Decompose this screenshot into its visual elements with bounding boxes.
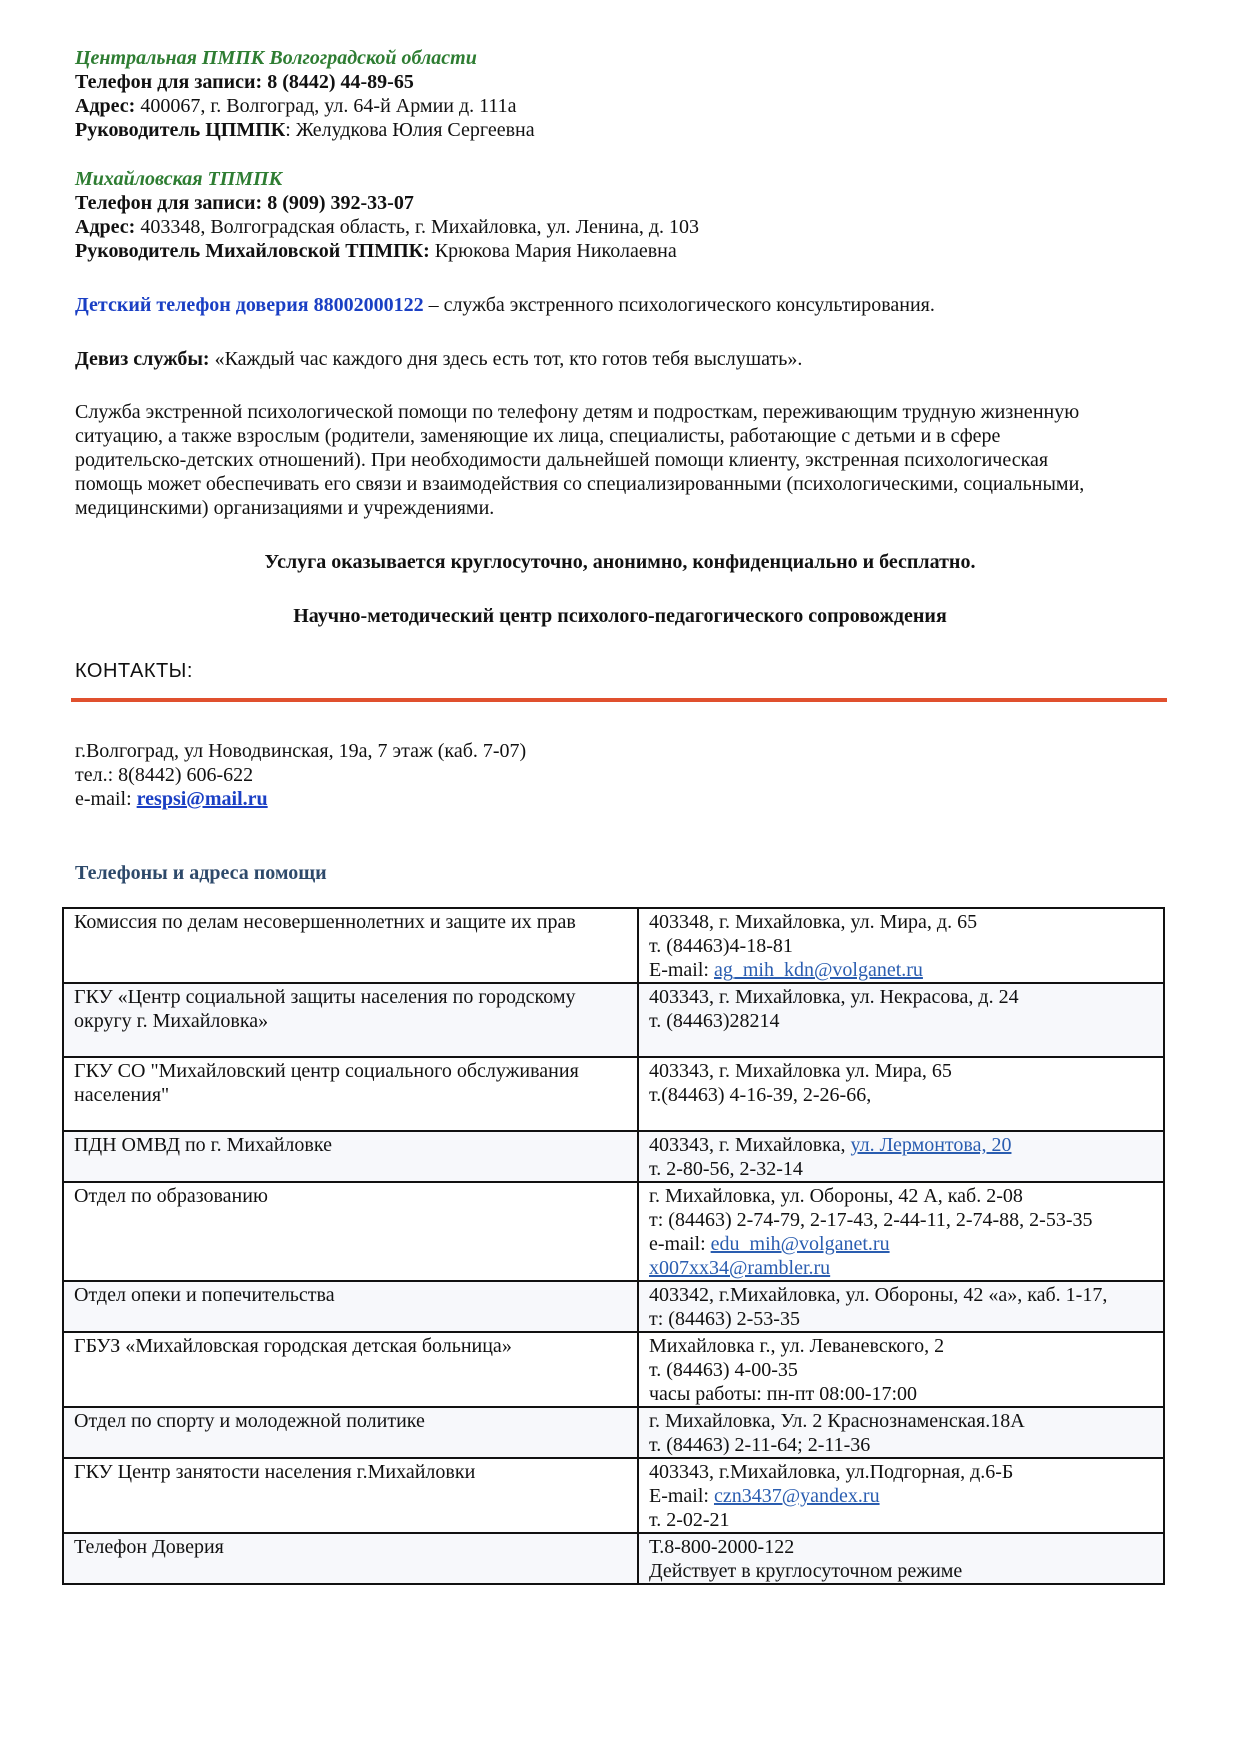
contact-info-cell [638,1057,1164,1131]
contact-info-cell [638,1533,1164,1584]
table-row [63,1407,1164,1458]
organization-name-line: населения" [74,1084,170,1106]
help-table [62,907,1165,1585]
contact-info-cell [638,1332,1164,1407]
contact-info-text: 403343, г. Михайловка, [649,1134,851,1156]
red-divider [71,698,1167,702]
contact-info-text: 403343, г. Михайловка ул. Мира, 65 [649,1060,952,1082]
contact-info-line [649,1184,1153,1208]
central-pmpk-address [75,94,1165,118]
contact-info-text: Михайловка г., ул. Леваневского, 2 [649,1335,945,1357]
organization-cell [63,1057,638,1131]
organization-name-line: Комиссия по делам несовершеннолетних и защите их прав [74,911,576,933]
description-line: помощь может обеспечивать его связи и взаимодействия со специализированными (психологическими, социальными, [75,473,1085,495]
contact-info-cell [638,983,1164,1057]
local-tpmpk-head-value: Крюкова Мария Николаевна [429,240,677,262]
contact-info-text: т. (84463)28214 [649,1010,780,1032]
contact-info-line [649,1559,1153,1583]
central-pmpk-title: Центральная ПМПК Волгоградской области [75,47,477,69]
contact-info-cell [638,908,1164,983]
description-line: родительско-детских отношений). При необходимости дальнейшей помощи клиенту, экстренная психологическая [75,449,1049,471]
central-pmpk-phone: Телефон для записи: 8 (8442) 44-89-65 [75,71,414,93]
contact-info-text: E-mail: [649,1485,714,1507]
contact-info-line [649,1256,1153,1280]
contact-info-text: т. (84463)4-18-81 [649,935,793,957]
motto-text: «Каждый час каждого дня здесь есть тот, кто готов тебя выслушать». [209,348,803,370]
contact-info-line [649,1382,1153,1406]
organization-cell [63,1533,638,1584]
organization-cell [63,983,638,1057]
contact-info-cell [638,1407,1164,1458]
description-line: Служба экстренной психологической помощи по телефону детям и подросткам, переживающим трудную жизненную [75,401,1080,423]
contact-info-line [649,1208,1153,1232]
contacts-heading: КОНТАКТЫ: [75,660,193,682]
contact-info-text: т. (84463) 2-11-64; 2-11-36 [649,1434,871,1456]
contact-info-text: e-mail: [649,1233,711,1255]
motto-label: Девиз службы: [75,348,210,370]
contacts-block [75,739,1165,811]
help-heading: Телефоны и адреса помощи [75,862,327,884]
contact-info-line [649,1283,1153,1307]
contact-link[interactable]: edu_mih@volganet.ru [710,1233,890,1255]
contact-info-line [649,1009,1153,1033]
contact-info-line [649,1484,1153,1508]
contact-info-line [649,934,1153,958]
contacts-email-link[interactable]: respsi@mail.ru [136,788,268,810]
organization-cell [63,1458,638,1533]
central-pmpk-address-label: Адрес: [75,95,136,117]
table-row [63,1281,1164,1332]
organization-cell [63,1131,638,1182]
service-note: Услуга оказывается круглосуточно, анонимно, конфиденциально и бесплатно. [264,551,976,573]
contact-info-text: т: (84463) 2-53-35 [649,1308,800,1330]
contact-info-line [649,1232,1153,1256]
organization-name-line: ГБУЗ «Михайловская городская детская больница» [74,1335,512,1357]
table-row [63,1182,1164,1281]
contact-info-line [649,1460,1153,1484]
central-pmpk-head-value: : Желудкова Юлия Сергеевна [285,119,535,141]
contact-info-text: т. (84463) 4-00-35 [649,1359,798,1381]
contact-info-line [649,1358,1153,1382]
table-row [63,1057,1164,1131]
motto-line [75,347,1165,371]
contact-link[interactable]: ag_mih_kdn@volganet.ru [713,959,923,981]
organization-name-line: ГКУ «Центр социальной защиты населения по городскому [74,986,576,1008]
table-row [63,1533,1164,1584]
central-pmpk-block [75,46,1165,142]
organization-name-line: Телефон Доверия [74,1536,224,1558]
organization-name-line: Отдел по образованию [74,1185,268,1207]
table-row [63,908,1164,983]
hotline-text: – служба экстренного психологического консультирования. [423,294,935,316]
organization-name-line: ГКУ СО "Михайловский центр социального обслуживания [74,1060,579,1082]
contact-info-line [649,958,1153,982]
contact-info-cell [638,1182,1164,1281]
contact-info-cell [638,1458,1164,1533]
local-tpmpk-address-value: 403348, Волгоградская область, г. Михайловка, ул. Ленина, д. 103 [135,216,700,238]
local-tpmpk-address [75,215,1165,239]
local-tpmpk-address-label: Адрес: [75,216,136,238]
contact-info-text: т.(84463) 4-16-39, 2-26-66, [649,1084,872,1106]
contact-info-line [649,1133,1153,1157]
contacts-email-line [75,787,1165,811]
contact-info-cell [638,1131,1164,1182]
contact-info-text: т. 2-02-21 [649,1509,730,1531]
contact-info-text: E-mail: [649,959,714,981]
contact-info-line [649,1307,1153,1331]
local-tpmpk-head [75,239,1165,263]
table-row [63,983,1164,1057]
contact-info-text: т: (84463) 2-74-79, 2-17-43, 2-44-11, 2-74-88, 2-53-35 [649,1209,1093,1231]
contact-info-text: т. 2-80-56, 2-32-14 [649,1158,803,1180]
contacts-phone: тел.: 8(8442) 606-622 [75,764,254,786]
description-line: ситуацию, а также взрослым (родители, заменяющие их лица, специалисты, работающие с детьми и в сфере [75,425,1001,447]
contacts-address: г.Волгоград, ул Новодвинская, 19а, 7 этаж (каб. 7-07) [75,740,527,762]
contact-info-text: 403343, г.Михайловка, ул.Подгорная, д.6-Б [649,1461,1014,1483]
local-tpmpk-head-label: Руководитель Михайловской ТПМПК: [75,240,430,262]
contact-info-line [649,1508,1153,1532]
organization-cell [63,1182,638,1281]
contact-info-line [649,1334,1153,1358]
description-line: медицинскими) организациями и учреждениями. [75,497,495,519]
contact-info-text: г. Михайловка, ул. Обороны, 42 А, каб. 2-08 [649,1185,1023,1207]
organization-cell [63,1332,638,1407]
contact-info-line [649,1409,1153,1433]
contact-info-line [649,1535,1153,1559]
contact-link[interactable]: czn3437@yandex.ru [713,1485,880,1507]
central-pmpk-address-value: 400067, г. Волгоград, ул. 64-й Армии д. 111а [135,95,517,117]
contact-info-text: часы работы: пн-пт 08:00-17:00 [649,1383,918,1405]
central-pmpk-head [75,118,1165,142]
organization-cell [63,908,638,983]
organization-name-line: округу г. Михайловка» [74,1010,269,1032]
hotline-line [75,293,1165,317]
organization-cell [63,1281,638,1332]
local-tpmpk-block [75,167,1165,263]
contact-info-text: Т.8-800-2000-122 [649,1536,795,1558]
organization-name-line: ПДН ОМВД по г. Михайловке [74,1134,332,1156]
contact-info-line [649,1433,1153,1457]
contact-info-text: 403348, г. Михайловка, ул. Мира, д. 65 [649,911,978,933]
description-paragraph [75,400,1165,520]
organization-cell [63,1407,638,1458]
contacts-email-label: e-mail: [75,788,137,810]
table-row [63,1332,1164,1407]
hotline-label: Детский телефон доверия 88002000122 [75,294,424,316]
contact-info-text: г. Михайловка, Ул. 2 Краснознаменская.18А [649,1410,1025,1432]
local-tpmpk-title: Михайловская ТПМПК [75,168,283,190]
organization-name-line: ГКУ Центр занятости населения г.Михайловки [74,1461,476,1483]
contact-info-cell [638,1281,1164,1332]
contact-info-line [649,1157,1153,1181]
organization-name-line: Отдел опеки и попечительства [74,1284,335,1306]
table-row [63,1131,1164,1182]
local-tpmpk-phone: Телефон для записи: 8 (909) 392-33-07 [75,192,414,214]
contact-link[interactable]: x007xx34@rambler.ru [649,1257,831,1279]
contact-info-text: 403342, г.Михайловка, ул. Обороны, 42 «а», каб. 1-17, [649,1284,1108,1306]
contact-info-line [649,1059,1153,1083]
contact-info-line [649,910,1153,934]
central-pmpk-head-label: Руководитель ЦПМПК [75,119,286,141]
contact-info-line [649,985,1153,1009]
organization-name-line: Отдел по спорту и молодежной политике [74,1410,425,1432]
contact-info-text: Действует в круглосуточном режиме [649,1560,963,1582]
contact-info-line [649,1083,1153,1107]
contact-info-text: 403343, г. Михайловка, ул. Некрасова, д. 24 [649,986,1019,1008]
table-row [63,1458,1164,1533]
center-name: Научно-методический центр психолого-педагогического сопровождения [293,605,947,627]
contact-link[interactable]: ул. Лермонтова, 20 [850,1134,1012,1156]
